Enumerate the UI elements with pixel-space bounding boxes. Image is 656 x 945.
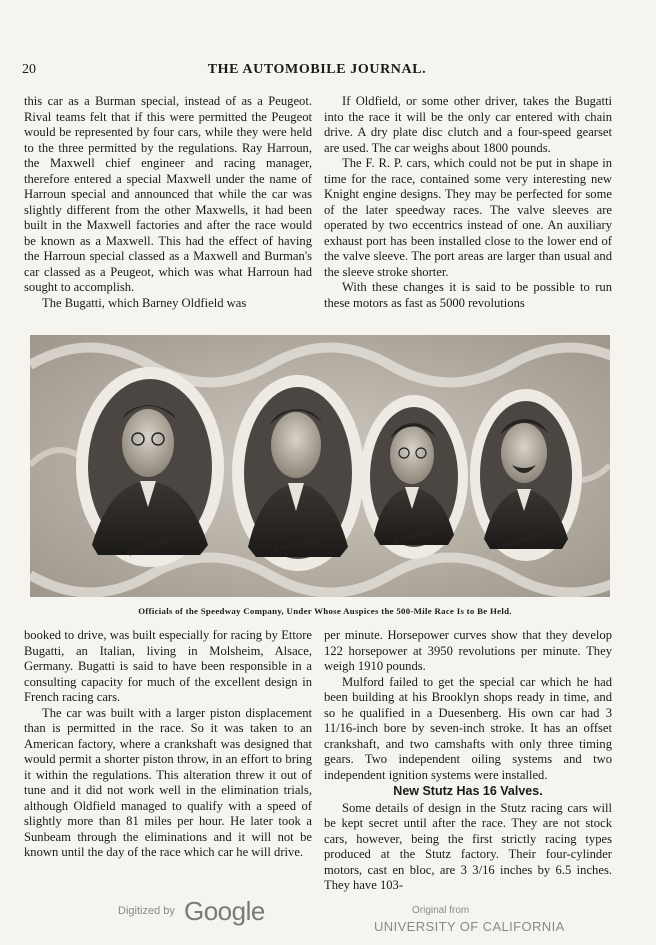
portrait-label: J.A.ALLISON: [273, 535, 322, 554]
paragraph: The car was built with a larger piston displacement than is permitted in the race. So it was taken to an American factory, where a crankshaft was designed that would permit a shorter piston throw, in an effort to bring it within the regulations. This alteration threw it out of tune and it did not work well in the elimination trials, although Oldfield managed to qualify with a speed of slightly more than 81 miles per hour. He later took a Sunbeam through the eliminations and it will not be known until the day of the race which car he will drive.: [24, 705, 312, 859]
google-logo: Google: [184, 896, 265, 926]
paragraph: The Bugatti, which Barney Oldfield was: [42, 295, 247, 310]
paragraph: The F. R. P. cars, which could not be put in shape in time for the race, contained some very interesting new Knight engine designs. They may be perfected for some of the later speedway races. The valve sleeves are operated by two eccentrics instead of one. An auxiliary exhaust port has been installed close to the lower end of the valve sleeve. The port areas are larger than usual and the sleeve stroke shorter.: [324, 156, 612, 279]
portrait-label: C.G.FISHER: [126, 535, 173, 558]
portrait-allison: [232, 375, 364, 571]
top-left-column: [24, 94, 312, 311]
digitized-by-label: Digitized by: [118, 905, 175, 917]
original-from-label: Original from: [412, 905, 470, 916]
portrait-label: A.C.NEWBY: [391, 527, 435, 547]
portrait-wheeler: [470, 389, 582, 561]
portrait-frames-image: [30, 335, 610, 597]
top-right-column: [324, 94, 612, 311]
journal-title: THE AUTOMOBILE JOURNAL.: [207, 62, 427, 77]
paragraph: With these changes it is said to be possible to run these motors as fast as 5000 revolutions: [324, 280, 612, 310]
page-number: 20: [22, 62, 36, 77]
officials-photo: [30, 335, 610, 597]
portrait-label: F.H.WHEELER: [501, 527, 553, 550]
paragraph: this car as a Burman special, instead of as a Peugeot. Rival teams felt that if this were permitted the Peugeot would be represented by four cars, while they were held to the three permitted by the regulations. Ray Harroun, the Maxwell chief engineer and racing manager, therefore entered a special Maxwell under the name of Harroun special and announced that while the car was slightly different from the other Maxwells, it had been built in the Maxwell factories and after the race would be known as a Maxwell. This had the effect of having the Harroun special classed as a Maxwell and Burman's car classed as a Peugeot, which was what Harroun had sought to accomplish.: [24, 94, 312, 294]
paragraph: If Oldfield, or some other driver, takes the Bugatti into the race it will be the only car entered with chain drive. A dry plate disc clutch and a four-speed gearset are used. The car weighs about 1800 pounds.: [324, 94, 612, 155]
paragraph: Mulford failed to get the special car which he had been building at his Brooklyn shops ready in time, and so he qualified in a Duesenberg. His own car had 3 11/16-inch bore by seven-inch stroke. It has an offset crankshaft, and two camshafts with only three timing gears. Two independent oiling systems and two independent ignition systems were installed.: [324, 674, 612, 782]
paragraph: per minute. Horsepower curves show that they develop 122 horsepower at 3950 revolutions per minute. They weigh 1910 pounds.: [324, 628, 612, 673]
paragraph: Some details of design in the Stutz racing cars will be kept secret until after the race. They are not stock cars, however, being the first strictly racing types produced at the Stutz factory. Their four-cylinder motors, cast en bloc, are 3 3/16 inches by 6.5 inches. They have 103-: [324, 800, 612, 892]
bottom-right-column: [324, 628, 612, 894]
section-subheading: New Stutz Has 16 Valves.: [393, 784, 543, 798]
portrait-newby: [360, 395, 468, 559]
photo-caption: Officials of the Speedway Company, Under Whose Auspices the 500-Mile Race Is to Be Held.: [138, 606, 512, 616]
portrait-fisher: [76, 367, 224, 567]
page-header: [22, 62, 612, 80]
bottom-left-column: [24, 628, 312, 861]
paragraph: booked to drive, was built especially for racing by Ettore Bugatti, an Italian, living in Molsheim, Alsace, Germany. Bugatti is said to have been responsible in a consulting capacity for much of the excellent design in French racing cars.: [24, 628, 312, 704]
university-label: UNIVERSITY OF CALIFORNIA: [374, 919, 565, 934]
